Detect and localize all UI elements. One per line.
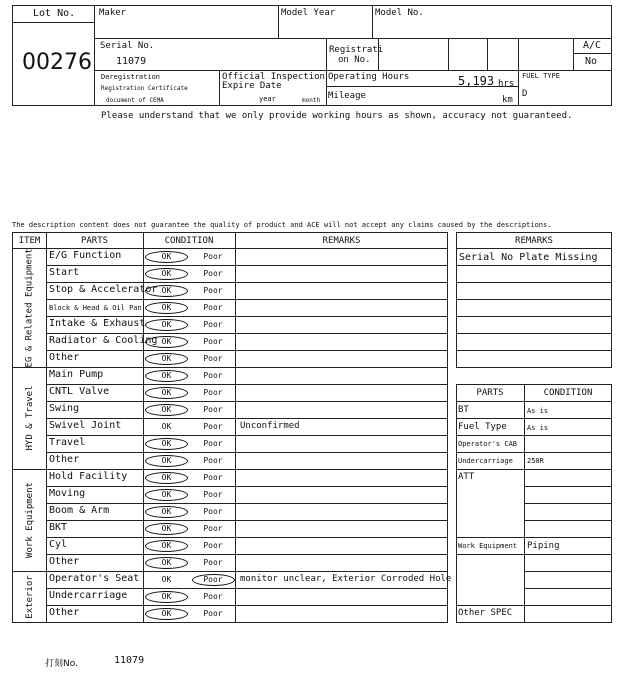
ok-option: OK (161, 269, 172, 278)
poor-option: Poor (203, 269, 223, 278)
ok-option: OK (161, 575, 172, 584)
ok-option: OK (161, 490, 172, 499)
poor-selected-circle (192, 574, 235, 586)
part-name: Other (49, 607, 80, 618)
poor-option: Poor (203, 252, 223, 261)
poor-option: Poor (203, 371, 223, 380)
ok-option: OK (161, 473, 172, 482)
remark-text: Unconfirmed (240, 421, 300, 431)
poor-option: Poor (203, 388, 223, 397)
poor-option: Poor (203, 592, 223, 601)
poor-option: Poor (203, 286, 223, 295)
poor-option: Poor (203, 524, 223, 533)
right-cond-fuel: As is (527, 424, 549, 432)
condition-header: CONDITION (164, 236, 214, 246)
fuel-type-label: FUEL TYPE (522, 72, 560, 80)
right-part-undercarriage: Undercarriage (458, 457, 513, 465)
work-equipment-value: Piping (527, 541, 560, 551)
ok-option: OK (161, 286, 172, 295)
km-label: km (502, 95, 513, 105)
expire-date-label: Expire Date (222, 81, 282, 91)
poor-option: Poor (203, 422, 223, 431)
registration-certificate-label: Registration Certificate (101, 85, 188, 92)
right-remarks-first: Serial No Plate Missing (459, 252, 598, 263)
group-label-exterior: Exterior (25, 575, 35, 619)
part-name: Other (49, 454, 80, 465)
ok-option: OK (161, 337, 172, 346)
poor-option: Poor (203, 473, 223, 482)
poor-option: Poor (203, 337, 223, 346)
disclaimer: The description content does not guarantee the quality of product and ACE will not accept any claims caused by the descriptions. (12, 221, 552, 229)
group-label-hyd: HYD & Travel (25, 385, 35, 451)
hours-notice: Please understand that we only provide working hours as shown, accuracy not guaranteed. (101, 111, 573, 121)
poor-option: Poor (203, 609, 223, 618)
part-name: Operator's Seat (49, 573, 140, 584)
right-part-bt: BT (458, 405, 469, 415)
stamp-label: 打刻No. (45, 659, 78, 669)
ok-option: OK (161, 320, 172, 329)
poor-option: Poor (203, 303, 223, 312)
stamp-value: 11079 (114, 655, 145, 666)
part-name: Start (49, 267, 80, 278)
right-remarks-header: REMARKS (515, 236, 553, 246)
official-inspection-label: Official Inspection (222, 72, 325, 82)
ok-option: OK (161, 507, 172, 516)
ok-selected-circle (145, 540, 188, 552)
ok-option: OK (161, 422, 172, 431)
part-name: Moving (49, 488, 86, 499)
part-name: Undercarriage (49, 590, 128, 601)
ok-selected-circle (145, 472, 188, 484)
hrs-label: hrs (498, 79, 515, 89)
remarks-header: REMARKS (322, 236, 361, 246)
ok-option: OK (161, 354, 172, 363)
part-name: Radiator & Cooling (49, 335, 158, 346)
att-label: ATT (458, 472, 475, 482)
ok-selected-circle (145, 302, 188, 314)
maker-label: Maker (99, 8, 127, 18)
poor-option: Poor (203, 507, 223, 516)
operating-hours-value: 5,193 (458, 74, 495, 88)
ok-option: OK (161, 439, 172, 448)
part-name: E/G Function (49, 250, 122, 261)
ok-selected-circle (145, 268, 188, 280)
ok-selected-circle (145, 489, 188, 501)
right-part-cab: Operator's CAB (458, 440, 518, 448)
ok-option: OK (161, 609, 172, 618)
ok-option: OK (161, 303, 172, 312)
poor-option: Poor (203, 456, 223, 465)
ok-option: OK (161, 388, 172, 397)
part-name: CNTL Valve (49, 386, 110, 397)
part-name: Swivel Joint (49, 420, 122, 431)
part-name: Intake & Exhaust (49, 318, 146, 329)
ok-selected-circle (145, 591, 188, 603)
poor-option: Poor (203, 320, 223, 329)
ok-option: OK (161, 524, 172, 533)
other-spec-label: Other SPEC (458, 608, 513, 618)
deregistration-label: Deregistration (101, 73, 161, 81)
poor-option: Poor (203, 439, 223, 448)
group-label-eg: EG & Related Equipment (24, 248, 35, 368)
ok-selected-circle (145, 387, 188, 399)
registration-label-1: Registrati (329, 45, 384, 55)
poor-option: Poor (203, 354, 223, 363)
right-condition-header: CONDITION (543, 388, 593, 398)
ok-selected-circle (145, 251, 188, 263)
ok-selected-circle (145, 370, 188, 382)
ok-option: OK (161, 252, 172, 261)
ok-selected-circle (145, 319, 188, 331)
fuel-type-value: D (522, 89, 528, 99)
part-name: Boom & Arm (49, 505, 110, 516)
part-name: Hold Facility (49, 471, 128, 482)
ok-selected-circle (145, 608, 188, 620)
ok-option: OK (161, 541, 172, 550)
poor-option: Poor (203, 575, 223, 584)
part-name: Travel (49, 437, 86, 448)
ok-selected-circle (145, 455, 188, 467)
part-name: Main Pump (49, 369, 104, 380)
part-name: Other (49, 352, 80, 363)
lot-number: 00276 (22, 50, 92, 75)
year-label: year (259, 95, 276, 103)
month-label: month (302, 97, 321, 104)
model-year-label: Model Year (281, 8, 336, 18)
ok-selected-circle (145, 336, 188, 348)
poor-option: Poor (203, 405, 223, 414)
parts-header: PARTS (80, 236, 109, 246)
ok-option: OK (161, 592, 172, 601)
ok-selected-circle (145, 523, 188, 535)
ok-selected-circle (145, 285, 188, 297)
ac-value: No (585, 56, 598, 67)
remark-text: monitor unclear, Exterior Corroded Hole (240, 574, 452, 584)
lot-label: Lot No. (33, 8, 76, 19)
poor-option: Poor (203, 541, 223, 550)
ok-option: OK (161, 558, 172, 567)
operating-hours-label: Operating Hours (328, 72, 410, 82)
ac-label: A/C (583, 40, 602, 51)
work-equipment-label: Work Equipment (458, 542, 518, 550)
ok-selected-circle (145, 557, 188, 569)
serial-label: Serial No. (100, 41, 155, 51)
ok-option: OK (161, 405, 172, 414)
poor-option: Poor (203, 490, 223, 499)
registration-label-2: on No. (338, 55, 371, 65)
part-name: BKT (49, 522, 68, 533)
group-label-work: Work Equipment (25, 482, 35, 558)
cema-label: document of CEMA (106, 97, 164, 104)
part-name: Stop & Accelerator (49, 284, 158, 295)
poor-option: Poor (203, 558, 223, 567)
right-parts-header: PARTS (476, 388, 504, 398)
right-part-fuel: Fuel Type (458, 422, 507, 432)
ok-selected-circle (145, 506, 188, 518)
item-header: ITEM (18, 236, 41, 246)
part-name: Other (49, 556, 80, 567)
right-cond-undercarriage: 250R (527, 457, 544, 465)
serial-value: 11079 (116, 56, 147, 67)
ok-option: OK (161, 456, 172, 465)
part-name: Cyl (49, 539, 68, 550)
mileage-label: Mileage (328, 91, 366, 101)
part-name: Swing (49, 403, 80, 414)
ok-option: OK (161, 371, 172, 380)
ok-selected-circle (145, 404, 188, 416)
model-no-label: Model No. (375, 8, 424, 18)
ok-selected-circle (145, 353, 188, 365)
part-name: Block & Head & Oil Pan (49, 304, 142, 312)
ok-selected-circle (145, 438, 188, 450)
right-cond-bt: As is (527, 407, 549, 415)
